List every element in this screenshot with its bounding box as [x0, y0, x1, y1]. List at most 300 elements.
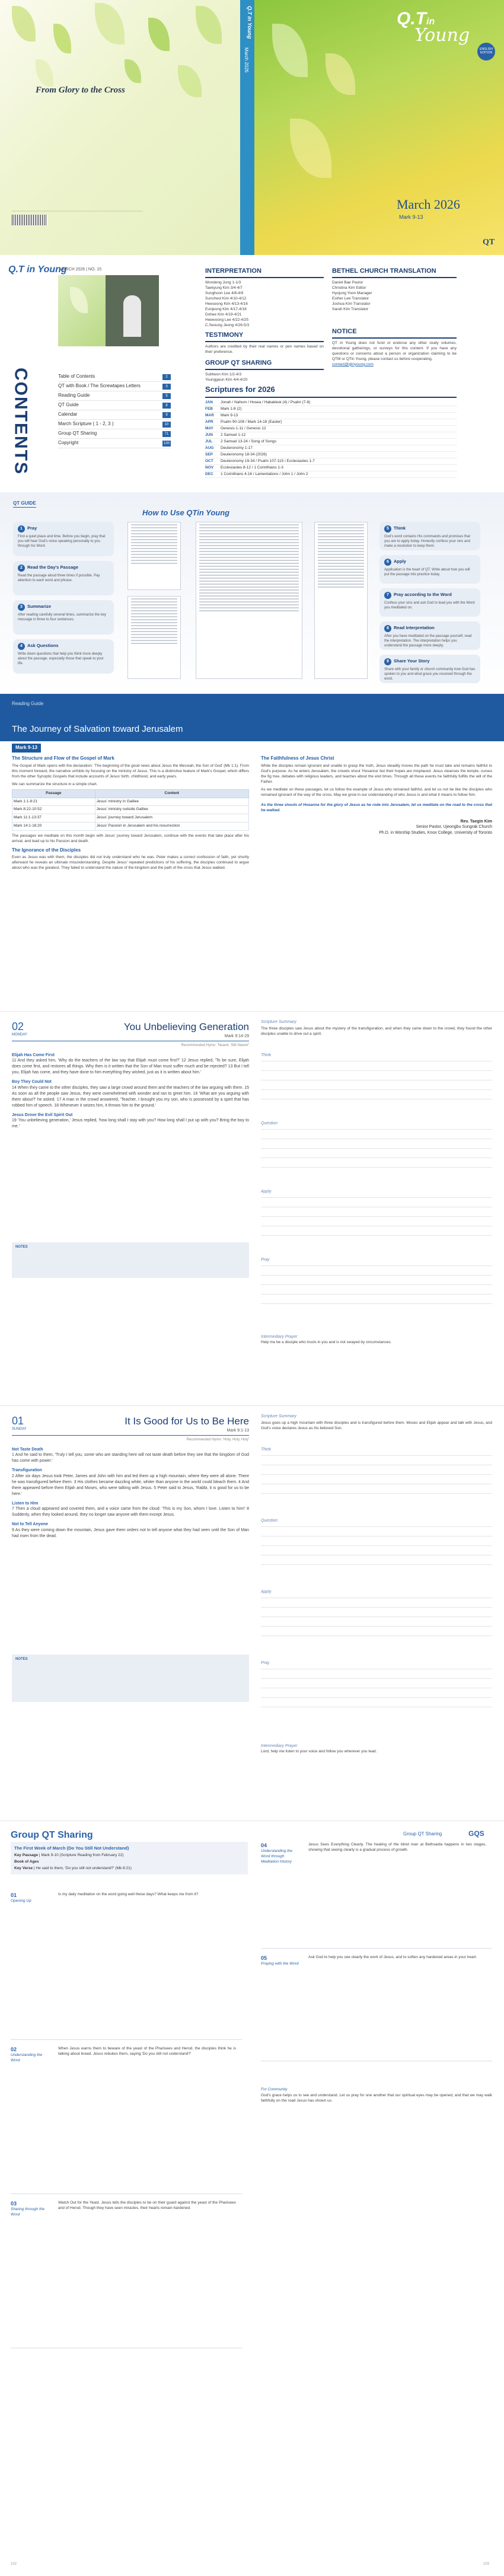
scripture-text: Deuteronomy 18-34 (2026) — [221, 452, 267, 457]
structure-table — [12, 789, 249, 831]
notice-email[interactable]: contact@qtinyoung.com — [332, 362, 374, 366]
leaf-shape — [290, 119, 331, 178]
scripture-month: DEC — [205, 471, 213, 476]
field-label: Apply — [261, 1590, 272, 1594]
step-desc: After reading carefully several times, summarize the key message in three to four sentences. — [18, 613, 107, 621]
list-item: Younggeun Kim 4/4-4/20 — [205, 377, 248, 382]
community-block — [261, 2087, 492, 2103]
table-row — [12, 806, 249, 814]
toc-row[interactable] — [58, 421, 171, 429]
list-item: Heewoong Lee 4/22-4/25 — [205, 317, 249, 322]
leaf-shape — [196, 6, 222, 44]
step-head — [384, 592, 476, 599]
group-question — [11, 2200, 242, 2348]
scripture-row — [205, 406, 457, 413]
group-question — [11, 2046, 242, 2194]
scripture-month: JUN — [205, 432, 213, 437]
question-label: Praying with the Word — [261, 1962, 299, 1966]
scripture-month: JUL — [205, 439, 213, 444]
scripture-month: AUG — [205, 445, 214, 450]
step-desc: Write down questions that help you think more deeply about the passage, especially those that speak to your life. — [18, 652, 104, 665]
contents-issue: MARCH 2026 | NO. 15 — [59, 267, 102, 272]
group-question — [11, 1892, 242, 2040]
writing-line[interactable] — [261, 1216, 492, 1217]
question-text: Watch Out for the Yeast. Jesus tells the disciples to be on their guard against the yeast of the Pharisees and of Herod. Though they have seen miracles, their hearts remain hardened. — [58, 2201, 236, 2210]
writing-line[interactable] — [261, 1197, 492, 1198]
qt-right-col — [261, 1019, 492, 1037]
heading: Listen to Him — [12, 1501, 39, 1506]
section3-text: While the disciples remain ignorant and unable to grasp the truth, Jesus steadily moves the path he must take and remains faithful to God's purpose. As he enters Jerusalem, the crowds shout 'Hosanna' but their hopes are misplaced. Jesus cleanses the temple, curses the fig tree, debates with religious leaders, and teaches about the end times. Through all these events he faithfully fulfills the will of the Father. — [261, 763, 492, 784]
page-number: 102 — [11, 2562, 17, 2566]
day-title: You Unbelieving Generation — [123, 1021, 249, 1032]
step-card — [379, 522, 480, 550]
scripture-text: Deuteronomy 19-34 / Psalm 107-115 / Ecclesiastes 1-7 — [221, 458, 315, 463]
sample-spread-thumb — [196, 522, 302, 679]
day-range: Mark 9:14-29 — [224, 1034, 249, 1038]
step-head — [18, 565, 109, 572]
list-item: Esther Lee Translator — [332, 296, 369, 301]
day-weekday: MONDAY — [12, 1033, 27, 1037]
scripture-body — [12, 1447, 249, 1539]
field-label: Think — [261, 1448, 272, 1452]
step-title: Think — [394, 525, 406, 531]
toc-page: 9 — [162, 412, 171, 418]
writing-line[interactable] — [261, 1235, 492, 1236]
question-number: 05 — [261, 1955, 267, 1961]
step-desc: Find a quiet place and time. Before you begin, pray that you will hear God's voice speaking personally to you through his Word. — [18, 535, 106, 548]
spine-brand: Q.T in Young — [247, 6, 253, 39]
writing-line[interactable] — [261, 1303, 492, 1304]
scripture-text: Genesis 1-11 / Genesis 12 — [221, 426, 266, 431]
notes-box[interactable] — [12, 1242, 249, 1278]
field-label: Question — [261, 1121, 278, 1126]
sample-page-thumb — [127, 522, 181, 590]
scripture-list — [205, 400, 457, 478]
toc-page: 100 — [163, 442, 170, 445]
bethel-block — [332, 267, 457, 312]
toc-row[interactable] — [58, 393, 171, 401]
toc-page: 8 — [162, 403, 171, 409]
writing-line[interactable] — [261, 1284, 492, 1285]
reading-quote: As the three shouts of Hosanna for the glory of Jesus as he rode into Jerusalem, let us meditate on the road to the cross that he walked. — [261, 802, 492, 812]
scripture-row — [205, 419, 457, 426]
scripture-month: FEB — [205, 406, 213, 411]
scriptures-title: Scriptures for 2026 — [205, 384, 457, 398]
step-title: Read the Day's Passage — [27, 565, 78, 570]
question-text: Jesus Sees Everything Clearly. The healing of the blind man at Bethsaida happens in two stages, showing that seeing clearly is a gradual process of growth. — [308, 1842, 486, 1852]
hymn: Recommended Hymn: 'Holy, Holy, Holy' — [186, 1438, 249, 1442]
step-desc: God's word contains His commands and promises that you are to apply today. Honestly confess your sins and make a resolution to keep them. — [384, 535, 470, 548]
writing-line[interactable] — [261, 1545, 492, 1546]
table-cell: Jesus' Passion in Jerusalem and his resurrection — [95, 822, 248, 830]
section3-title: The Faithfulness of Jesus Christ — [261, 755, 334, 761]
section1-title: The Structure and Flow of the Gospel of Mark — [12, 755, 114, 761]
table-row — [12, 814, 249, 822]
step-title: Ask Questions — [27, 643, 59, 648]
writing-line[interactable] — [261, 1526, 492, 1527]
step-number: 5 — [384, 525, 391, 533]
field-label: Pray — [261, 1661, 270, 1665]
step-head — [384, 559, 476, 566]
contents-brand: Q.T in Young — [8, 264, 67, 275]
toc-row[interactable] — [58, 412, 171, 420]
table-row — [12, 798, 249, 806]
step-card — [379, 555, 480, 584]
day-range: Mark 9:1-13 — [227, 1429, 249, 1433]
list-item: Dohee Kim 4/19-4/21 — [205, 312, 242, 317]
leaf-shape — [36, 59, 53, 87]
day-title: It Is Good for Us to Be Here — [125, 1415, 249, 1427]
table-cell: Mark 8:22-10:52 — [12, 806, 95, 814]
table-cell: Jesus' ministry outside Galilee — [95, 806, 248, 814]
toc-row[interactable] — [58, 431, 171, 439]
step-number: 9 — [384, 658, 391, 665]
summary-label: Scripture Summary — [261, 1020, 296, 1024]
group-credit-list — [205, 372, 324, 382]
question-label: Understanding the Word through Meditation History — [261, 1849, 293, 1864]
toc-label: Group QT Sharing — [58, 431, 97, 436]
sample-page-thumb — [127, 596, 181, 679]
notes-box[interactable] — [12, 1654, 249, 1702]
toc-page: 3 — [162, 384, 171, 390]
writing-line[interactable] — [261, 1089, 492, 1090]
step-title: Summarize — [27, 604, 52, 609]
page-number: 103 — [483, 2562, 490, 2566]
question-label: Understanding the Word — [11, 2053, 43, 2062]
verses: 7 Then a cloud appeared and covered them, and a voice came from the cloud: 'This is my Son, whom I love. Listen to him!' 8 Suddenly, when they looked around, they no longer saw anyone with them except Jesus. — [12, 1507, 249, 1517]
sample-page-thumb — [314, 522, 368, 679]
scripture-row — [205, 458, 457, 465]
step-head — [18, 604, 109, 611]
step-title: Pray according to the Word — [394, 592, 452, 597]
step-head — [384, 658, 476, 665]
group-badge: GQS — [468, 1829, 484, 1838]
writing-line[interactable] — [261, 1635, 492, 1636]
passage-label: Key Passage — [14, 1853, 39, 1858]
scripture-text: 2 Samuel 1-12 — [221, 432, 246, 437]
scripture-text: 1 Corinthians 4-16 / Lamentations / John 1 / John 2 — [221, 471, 308, 476]
notes-label: NOTES — [15, 1657, 28, 1661]
heading: Boy They Could Not — [12, 1080, 52, 1085]
step-head — [18, 643, 109, 650]
contents-spread — [0, 255, 504, 492]
field-label: Think — [261, 1053, 272, 1057]
table-row — [12, 822, 249, 830]
list-item: Daniel Bae Pastor — [332, 280, 363, 285]
toc-row[interactable] — [58, 440, 171, 448]
verses: 9 As they were coming down the mountain, Jesus gave them orders not to tell anyone what they had seen until the Son of Man had risen from the dead. — [12, 1528, 249, 1538]
step-head — [384, 625, 476, 632]
passage: Mark 9-10 (Scripture Reading from February 22) — [41, 1853, 124, 1858]
page-divider — [0, 1405, 504, 1406]
scripture-body — [12, 1053, 249, 1130]
toc-row[interactable] — [58, 383, 171, 391]
toc-label: Table of Contents — [58, 374, 95, 379]
question-label: Opening Up — [11, 1899, 31, 1904]
week-box: The First Week of March (Do You Still Not Understand) Key Passage | Mark 9-10 (Scripture Reading from February 22) Book of Ages Key Verse | He said to them, 'Do you still not understand?' (Mk 8:21) — [11, 1842, 248, 1874]
verses: 14 When they came to the other disciples, they saw a large crowd around them and the teachers of the law arguing with them. 15 As soon as all the people saw Jesus, they were overwhelmed with wonder and ran to greet him. 16 'What are you arguing with them about?' he asked. 17 A man in the crowd answered, 'Teacher, I brought you my son, who is possessed by a spirit that has robbed him of speech. 18 Whenever it seizes him, it throws him to the ground.' — [12, 1085, 250, 1108]
book-label: Book of Ages — [14, 1859, 39, 1864]
toc-page: 10 — [162, 422, 171, 428]
scripture-month: MAY — [205, 426, 213, 431]
step-number: 8 — [384, 625, 391, 632]
step-head — [384, 525, 476, 533]
table-head: Content — [95, 789, 248, 798]
writing-line[interactable] — [261, 1564, 492, 1565]
community-text: God's grace helps us to see and understand. Let us pray for one another that our spiritual eyes may be opened, and that we may walk faithfully on the road Jesus has shown us. — [261, 2093, 492, 2103]
cover-issue-sub: Mark 9-13 — [399, 214, 423, 220]
step-head — [18, 525, 109, 533]
writing-line[interactable] — [261, 1626, 492, 1627]
heading: Jesus Drove the Evil Spirit Out — [12, 1112, 73, 1117]
writing-line[interactable] — [261, 1148, 492, 1149]
scripture-month: NOV — [205, 465, 214, 470]
qt-page-01 — [0, 1405, 504, 1821]
day-number: 01 — [12, 1415, 24, 1427]
list-item: Eunjeong Kim 4/17-4/18 — [205, 307, 247, 311]
cover-front — [254, 0, 504, 255]
section2-title: The Ignorance of the Disciples — [12, 847, 81, 853]
writing-line[interactable] — [261, 1265, 492, 1266]
question-number: 03 — [11, 2201, 17, 2207]
qt-right-col — [261, 1414, 492, 1431]
reading-guide-spread — [0, 694, 504, 1011]
question-text: Ask God to help you see clearly the work of Jesus, and to soften any hardened areas in your heart. — [308, 1955, 477, 1959]
step-title: Share Your Story — [394, 658, 430, 664]
table-intro: We can summarize the structure in a simple chart. — [12, 782, 98, 786]
bethel-list — [332, 280, 457, 312]
field-label: Question — [261, 1519, 278, 1523]
writing-line[interactable] — [261, 1070, 492, 1071]
key-verse: He said to them, 'Do you still not understand?' (Mk 8:21) — [36, 1866, 132, 1870]
scripture-month: APR — [205, 419, 213, 424]
scripture-text: Mark 9-13 — [221, 413, 238, 417]
toc-page: 5 — [162, 393, 171, 399]
step-desc: After you have meditated on the passage yourself, read the interpretation. The interpretation helps you understand the passage more deeply. — [384, 635, 472, 648]
writing-line[interactable] — [261, 1607, 492, 1608]
writing-line[interactable] — [261, 1167, 492, 1168]
interm-label: Intermediary Prayer — [261, 1744, 298, 1748]
section3-text2: As we meditate on these passages, let us follow the example of Jesus who remained faithful, and let us not be like the disciples who remained ignorant of the way of the cross. May we grow in our understanding of who Jesus is and what it means to follow him. — [261, 787, 492, 797]
scripture-month: OCT — [205, 458, 213, 463]
step-card — [379, 655, 480, 683]
heading: Transfiguration — [12, 1468, 42, 1473]
title-rule — [12, 1435, 249, 1436]
scripture-row — [205, 445, 457, 452]
question-text: When Jesus warns them to beware of the yeast of the Pharisees and Herod, the disciples think he is talking about bread. Jesus rebukes them, saying 'Do you still not understand?' — [58, 2046, 236, 2056]
writing-line[interactable] — [261, 1678, 492, 1679]
figure-shape — [123, 295, 141, 337]
leaf-shape — [178, 65, 202, 97]
notice-block — [332, 327, 457, 367]
week-title: The First Week of March (Do You Still Not Understand) — [14, 1845, 129, 1851]
question-number: 02 — [11, 2046, 17, 2052]
question-label: Sharing through the Word — [11, 2207, 45, 2217]
group-credit-block — [205, 359, 324, 382]
publisher-mark: QT — [483, 238, 495, 247]
contents-photo — [106, 275, 159, 346]
step-number: 6 — [384, 559, 391, 566]
spine-issue: March 2026 — [243, 47, 249, 73]
interm-label: Intermediary Prayer — [261, 1335, 298, 1339]
list-item: Sarah Kim Translator — [332, 307, 369, 311]
notes-label: NOTES — [15, 1245, 28, 1249]
interpretation-list — [205, 280, 324, 328]
scripture-row — [205, 400, 457, 406]
community-label: For Community — [261, 2087, 288, 2092]
notice-title: NOTICE — [332, 327, 457, 339]
scripture-text: Deuteronomy 1-17 — [221, 445, 253, 450]
scripture-month: SEP — [205, 452, 213, 457]
question-number: 01 — [11, 1892, 17, 1898]
scripture-row — [205, 432, 457, 439]
step-title: Apply — [394, 559, 406, 564]
table-cell: Jesus' journey toward Jerusalem — [95, 814, 248, 822]
interpretation-title: INTERPRETATION — [205, 267, 324, 278]
list-item: Suncheol Kim 4/10-4/12 — [205, 296, 247, 301]
toc-label: March Scripture ( 1 - 2, 3 ) — [58, 421, 114, 426]
scripture-text: Psalm 90-106 / Mark 14-16 (Easter) — [221, 419, 282, 424]
list-item: Subheon Kim 1/2-4/3 — [205, 372, 242, 377]
step-number: 3 — [18, 604, 25, 611]
leaf-shape — [53, 24, 71, 53]
writing-line[interactable] — [261, 1275, 492, 1276]
interm-text: Lord, help me listen to your voice and follow you wherever you lead. — [261, 1749, 377, 1754]
interpretation-block — [205, 267, 324, 328]
leaf-shape — [125, 59, 141, 83]
brand-qt: Q.T — [397, 9, 426, 28]
scriptures-block — [205, 384, 457, 478]
step-card — [13, 561, 114, 595]
table-head: Passage — [12, 789, 95, 798]
step-number: 7 — [384, 592, 391, 599]
writing-line[interactable] — [261, 1474, 492, 1475]
scripture-row — [205, 413, 457, 419]
howto-title: How to Use QTin Young — [142, 508, 230, 517]
edition-badge: ENGLISH EDITION — [477, 43, 495, 60]
interm-text: Help me be a disciple who trusts in you and is not swayed by circumstances. — [261, 1340, 392, 1345]
summary-text: Jesus goes up a high mountain with three disciples and is transfigured before them. Moses and Elijah appear and talk with Jesus, and God's voice declares Jesus as his beloved Son. — [261, 1421, 492, 1431]
notice-text: QT in Young does not fund or endorse any other study volumes, devotional gatherings, or surveys for this content. If you have any questions or concerns about a person or organization claiming to be QTM or QTin Young, please contact us before cooperating. — [332, 340, 457, 361]
step-card — [13, 522, 114, 556]
question-number: 04 — [261, 1842, 267, 1848]
scripture-row — [205, 452, 457, 458]
cover-spread — [0, 0, 504, 255]
list-item: Heeseong Kim 4/13-4/16 — [205, 301, 248, 306]
writing-line[interactable] — [261, 1294, 492, 1295]
cover-spine — [240, 0, 254, 255]
field-label: Pray — [261, 1258, 270, 1262]
toc-row[interactable] — [58, 374, 171, 382]
group-question — [261, 1842, 492, 1949]
author-sub2: Ph.D. in Worship Studies, Knox College, University of Toronto — [379, 830, 492, 835]
testimony-text: Authors are credited by their real names or pen names based on their preference. — [205, 344, 324, 354]
toc-page: 2 — [162, 374, 171, 380]
writing-line[interactable] — [261, 1493, 492, 1494]
reading-col-left — [12, 755, 249, 871]
writing-line[interactable] — [261, 1455, 492, 1456]
verses: 1 And he said to them, 'Truly I tell you, some who are standing here will not taste death before they see that the kingdom of God has come with power.' — [12, 1453, 249, 1464]
toc-label: QT Guide — [58, 402, 79, 407]
summary-text: The three disciples saw Jesus about the mystery of the transfiguration, and when they came down to the crowd, they found the other disciples unable to drive out a spirit. — [261, 1026, 492, 1037]
scripture-row — [205, 439, 457, 445]
group-credit-title: GROUP QT SHARING — [205, 359, 324, 370]
testimony-title: TESTIMONY — [205, 331, 324, 342]
group-title: Group QT Sharing — [11, 1830, 93, 1840]
list-item: Christina Kim Editor — [332, 285, 366, 290]
barcode — [12, 215, 47, 225]
writing-line[interactable] — [261, 1697, 492, 1698]
leaf-shape — [95, 3, 125, 44]
leaf-shape — [12, 6, 36, 42]
group-title-right: Group QT Sharing — [403, 1831, 442, 1837]
step-number: 4 — [18, 643, 25, 650]
heading: Not Taste Death — [12, 1448, 43, 1452]
scripture-row — [205, 471, 457, 478]
toc-page: 71 — [162, 431, 171, 437]
list-item: Hyojung Yoon Manager — [332, 291, 372, 295]
table-cell: Jesus' ministry in Galilee — [95, 798, 248, 806]
testimony-block — [205, 331, 324, 355]
field-label: Apply — [261, 1190, 272, 1194]
list-item: C.Seoung Jeong 4/26-5/3 — [205, 323, 250, 327]
toc-row[interactable] — [58, 402, 171, 410]
author-sub: Senior Pastor, Ujeongbu Sungrak Church — [416, 825, 492, 830]
page-divider — [0, 1011, 504, 1012]
brand-in: in — [426, 17, 435, 27]
leaf-shape — [272, 24, 308, 77]
author-block — [261, 819, 492, 836]
leaf-shape — [326, 53, 355, 95]
toc-label: QT with Book / The Screwtapes Letters — [58, 383, 141, 388]
step-number: 2 — [18, 565, 25, 572]
toc-label: Calendar — [58, 412, 78, 417]
step-desc: Application is the heart of QT. Write about how you will put the passage into practice today. — [384, 568, 470, 576]
interm-block — [261, 1743, 492, 1754]
section1-text: The Gospel of Mark opens with the declaration: 'The beginning of the good news about Jesus the Messiah, the Son of God' (Mk 1:1). From this moment forward, the narrative unfolds by focusing on the ministry of Jesus. This is a distinctive feature of Mark's Gospel, which differs from the other Synoptic Gospels that include accounts of Jesus' birth, childhood, and early years. — [12, 763, 249, 779]
step-card — [13, 600, 114, 635]
leaf-shape — [70, 287, 88, 313]
writing-line[interactable] — [261, 1129, 492, 1130]
cover-issue: March 2026 — [397, 197, 460, 212]
verses: 19 'You unbelieving generation,' Jesus replied, 'how long shall I stay with you? How long shall I put up with you? Bring the boy to me.' — [12, 1118, 249, 1129]
reading-range: Mark 9-13 — [12, 744, 41, 753]
scripture-text: Ecclesiastes 8-12 / 1 Corinthians 1-3 — [221, 465, 283, 470]
group-question — [261, 1955, 492, 2061]
table-cell: Mark 11:1-13:37 — [12, 814, 95, 822]
section1-after: The passages we meditate on this month begin with Jesus' journey toward Jerusalem, continue with the events that take place after his arrival, and lead up to his Passion and death. — [12, 833, 249, 843]
divider — [12, 211, 142, 212]
qt-page-02 — [0, 1011, 504, 1402]
step-desc: Share with your family or church community how God has spoken to you and what grace you received through the word. — [384, 668, 476, 681]
step-title: Read Interpretation — [394, 625, 435, 630]
leaf-shape — [148, 18, 170, 51]
guide-tag: QT GUIDE — [13, 500, 36, 508]
author-name: Rev. Taegin Kim — [460, 819, 492, 824]
scripture-row — [205, 426, 457, 432]
toc-label: Copyright — [58, 440, 79, 445]
scripture-text: Mark 1-8 (2) — [221, 406, 242, 411]
step-desc: Confess your sins and ask God to lead you with the Word you meditated on. — [384, 601, 475, 610]
howto-spread — [0, 492, 504, 694]
step-card — [379, 588, 480, 617]
step-card — [379, 621, 480, 650]
toc-label: Reading Guide — [58, 393, 90, 398]
hymn: Recommended Hymn: 'Nearer, Still Nearer' — [181, 1044, 249, 1047]
list-item: Wondeng Jung 1-1/3 — [205, 280, 241, 285]
scripture-text: Jonah / Nahum / Hosea / Habakkuk (4) / Psalm (7-8) — [221, 400, 311, 404]
contents-vertical-title: CONTENTS — [11, 368, 31, 475]
